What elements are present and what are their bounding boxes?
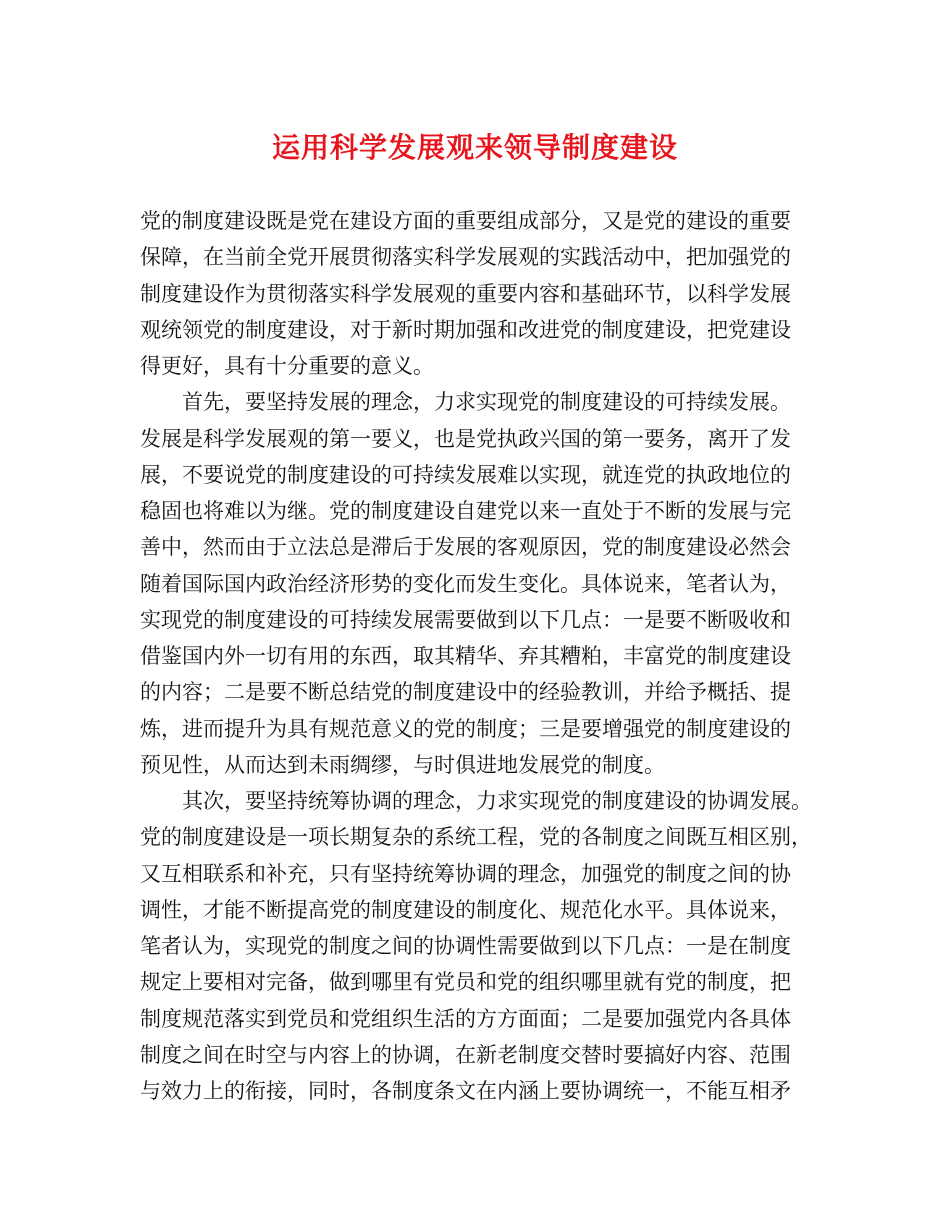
- body-text-line: 观统领党的制度建设，对于新时期加强和改进党的制度建设，把党建设: [140, 317, 791, 342]
- body-text-line: 炼，进而提升为具有规范意义的党的制度；三是要增强党的制度建设的: [140, 716, 791, 741]
- body-text-line: 又互相联系和补充，只有坚持统筹协调的理念，加强党的制度之间的协: [140, 861, 791, 886]
- body-text-line: 预见性，从而达到未雨绸缪，与时俱进地发展党的制度。: [140, 752, 665, 777]
- body-text-line: 得更好，具有十分重要的意义。: [140, 354, 434, 378]
- body-text-line: 其次，要坚持统筹协调的理念，力求实现党的制度建设的协调发展。: [182, 789, 812, 813]
- body-text-line: 展，不要说党的制度建设的可持续发展难以实现，就连党的执政地位的: [140, 462, 791, 487]
- body-text-line: 党的制度建设是一项长期复杂的系统工程，党的各制度之间既互相区别，: [140, 825, 812, 850]
- body-text-line: 笔者认为，实现党的制度之间的协调性需要做到以下几点：一是在制度: [140, 934, 791, 958]
- body-text-line: 制度建设作为贯彻落实科学发展观的重要内容和基础环节，以科学发展: [140, 281, 791, 306]
- body-text-line: 实现党的制度建设的可持续发展需要做到以下几点：一是要不断吸收和: [140, 607, 791, 632]
- body-text-line: 稳固也将难以为继。党的制度建设自建党以来一直处于不断的发展与完: [140, 499, 791, 523]
- body-text-line: 随着国际国内政治经济形势的变化而发生变化。具体说来，笔者认为，: [140, 571, 791, 596]
- body-text-line: 的内容；二是要不断总结党的制度建设中的经验教训，并给予概括、提: [140, 680, 791, 705]
- body-text-line: 首先，要坚持发展的理念，力求实现党的制度建设的可持续发展。: [182, 390, 791, 415]
- body-text-line: 借鉴国内外一切有用的东西，取其精华、弃其糟粕，丰富党的制度建设: [140, 644, 791, 668]
- body-text-line: 调性，才能不断提高党的制度建设的制度化、规范化水平。具体说来，: [140, 897, 791, 922]
- document-title: 运用科学发展观来领导制度建设: [271, 131, 678, 164]
- body-text-line: 制度规范落实到党员和党组织生活的方方面面；二是要加强党内各具体: [140, 1006, 791, 1031]
- body-text-line: 制度之间在时空与内容上的协调，在新老制度交替时要搞好内容、范围: [140, 1042, 791, 1067]
- body-text-line: 与效力上的衔接，同时，各制度条文在内涵上要协调统一，不能互相矛: [140, 1079, 791, 1103]
- body-text-line: 发展是科学发展观的第一要义，也是党执政兴国的第一要务，离开了发: [140, 426, 791, 451]
- body-text-line: 善中，然而由于立法总是滞后于发展的客观原因，党的制度建设必然会: [140, 535, 791, 560]
- body-text-line: 党的制度建设既是党在建设方面的重要组成部分，又是党的建设的重要: [140, 209, 791, 233]
- body-text-line: 保障，在当前全党开展贯彻落实科学发展观的实践活动中，把加强党的: [140, 245, 791, 270]
- body-text-line: 规定上要相对完备，做到哪里有党员和党的组织哪里就有党的制度，把: [140, 970, 791, 995]
